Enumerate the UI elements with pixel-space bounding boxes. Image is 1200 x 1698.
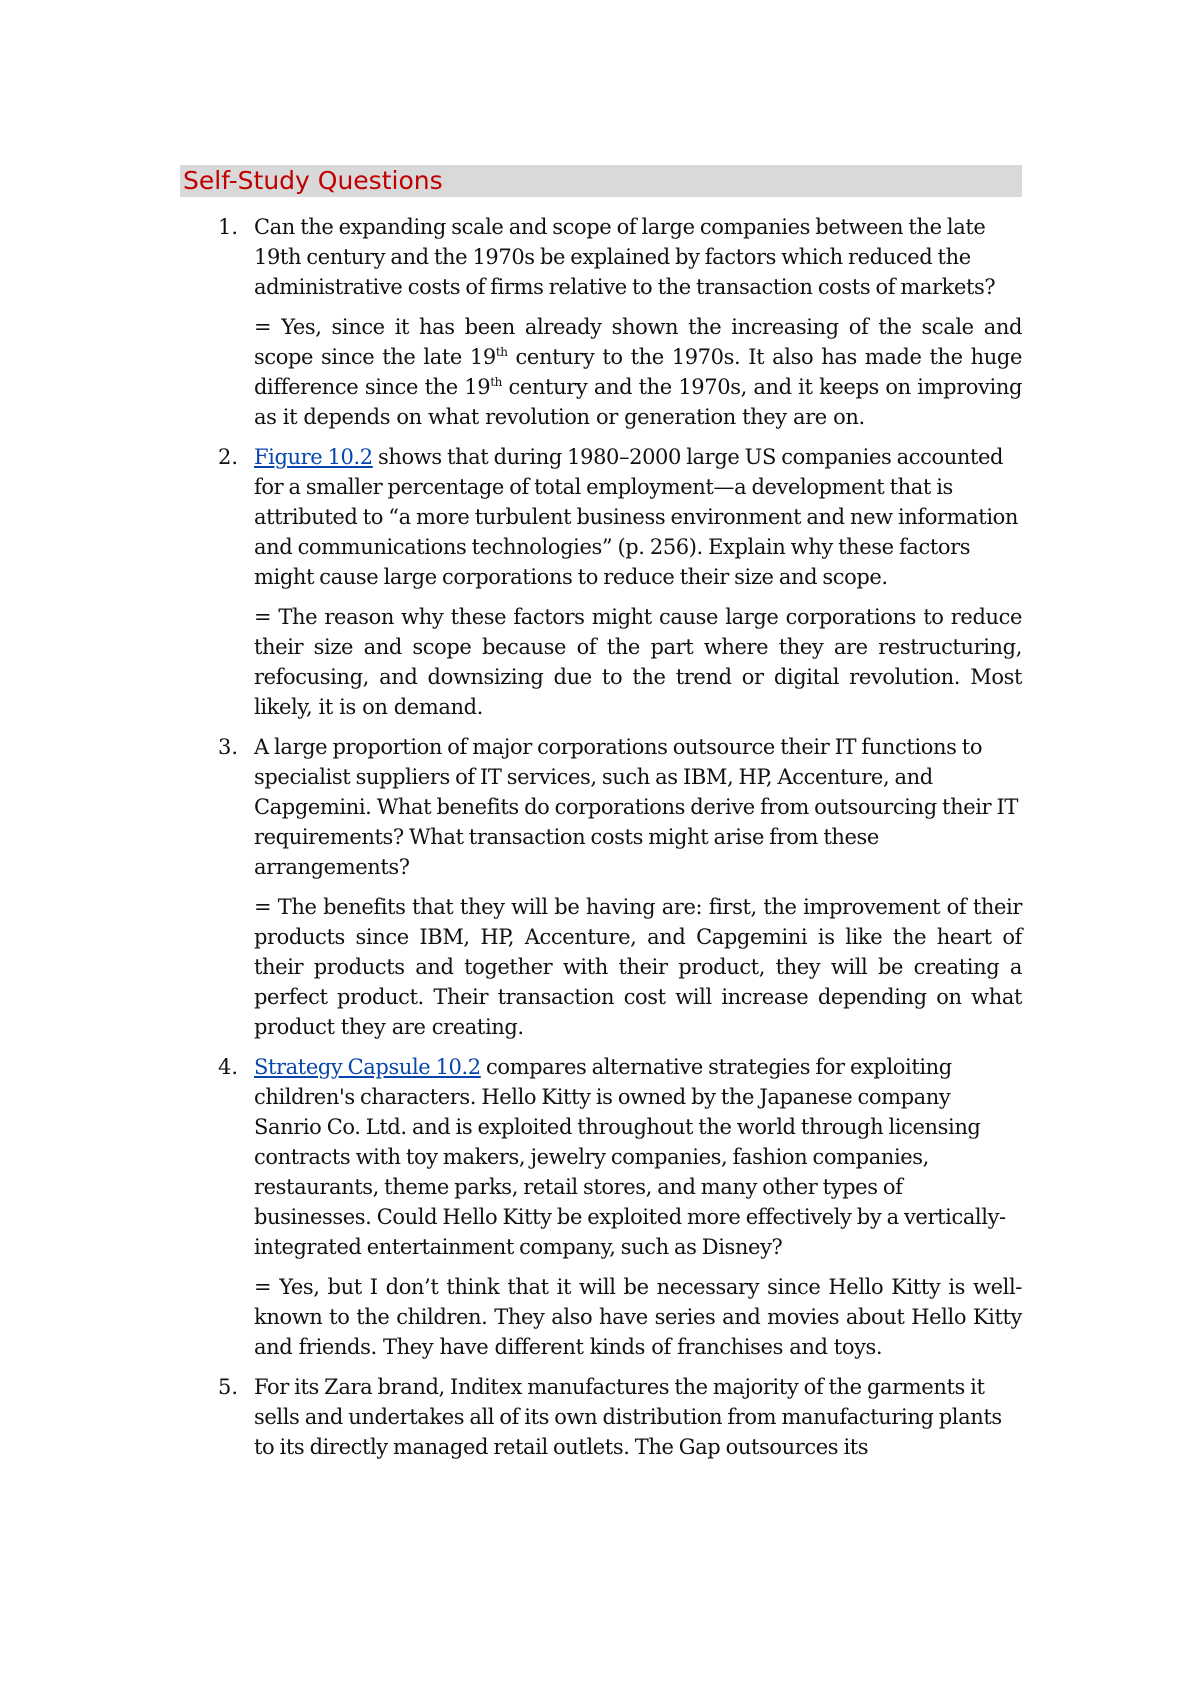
answer-text — [254, 312, 1022, 432]
question-text — [254, 1052, 1022, 1262]
strategy-capsule-link[interactable]: Strategy Capsule 10.2 — [254, 1055, 481, 1079]
answer-text: = The reason why these factors might cause large corporations to reduce their size and scope because of the part where they are restructuring, refocusing, and downsizing due to the trend or digital revolution. Most likely, it is on demand. — [254, 605, 1022, 719]
figure-link[interactable]: Figure 10.2 — [254, 445, 373, 469]
question-item-4 — [218, 1052, 1022, 1362]
question-item-2 — [218, 442, 1022, 722]
question-text: Can the expanding scale and scope of large companies between the late 19th century and the 1970s be explained by factors which reduced the administrative costs of firms relative to the transaction costs of markets? — [254, 215, 996, 299]
answer-text: = Yes, but I don’t think that it will be necessary since Hello Kitty is well-known to the children. They also have series and movies about Hello Kitty and friends. They have different kinds of franchises and toys. — [254, 1275, 1022, 1359]
question-number: 1. — [218, 215, 239, 239]
question-text-part: compares alternative strategies for exploiting children's characters. Hello Kitty is owned by the Japanese company Sanrio Co. Ltd. and is exploited throughout the world through licensing contracts with toy makers, jewelry companies, fashion companies, restaurants, theme parks, retail stores, and many other types of businesses. Could Hello Kitty be exploited more effectively by a vertically-integrated entertainment company, such as Disney? — [254, 1055, 1006, 1259]
question-text — [254, 442, 1022, 592]
question-text-part: shows that during 1980–2000 large US companies accounted for a smaller percentage of total employment—a development that is attributed to “a more turbulent business environment and new information and communications technologies” (p. 256). Explain why these factors might cause large corporations to reduce their size and scope. — [254, 445, 1019, 589]
ordinal-suffix: th — [495, 345, 508, 359]
question-item-5 — [218, 1372, 1022, 1462]
question-number: 3. — [218, 735, 239, 759]
section-heading: Self-Study Questions — [183, 166, 443, 195]
answer-text-part: century to the 1970s. It also has made the huge difference since the 19 — [254, 345, 1022, 399]
answer-text-part: century and the 1970s, and it keeps on improving as it depends on what revolution or generation they are on. — [254, 375, 1022, 429]
question-item-1 — [218, 212, 1022, 432]
question-item-3 — [218, 732, 1022, 1042]
ordinal-suffix: th — [490, 375, 502, 389]
answer-text: = The benefits that they will be having are: first, the improvement of their products since IBM, HP, Accenture, and Capgemini is like the heart of their products and together with their product, they will be creating a perfect product. Their transaction cost will increase depending on what product they are creating. — [254, 895, 1022, 1039]
answer-text-part: = Yes, since it has been already shown the increasing of the scale and scope since the late 19 — [254, 315, 1022, 369]
question-number: 4. — [218, 1055, 239, 1079]
question-number: 2. — [218, 445, 239, 469]
question-text: For its Zara brand, Inditex manufactures the majority of the garments it sells and undertakes all of its own distribution from manufacturing plants to its directly managed retail outlets. The Gap outsources its — [254, 1375, 1002, 1459]
question-text: A large proportion of major corporations outsource their IT functions to specialist suppliers of IT services, such as IBM, HP, Accenture, and Capgemini. What benefits do corporations derive from outsourcing their IT requirements? What transaction costs might arise from these arrangements? — [254, 735, 1018, 879]
question-list — [218, 212, 1022, 1472]
question-number: 5. — [218, 1375, 239, 1399]
